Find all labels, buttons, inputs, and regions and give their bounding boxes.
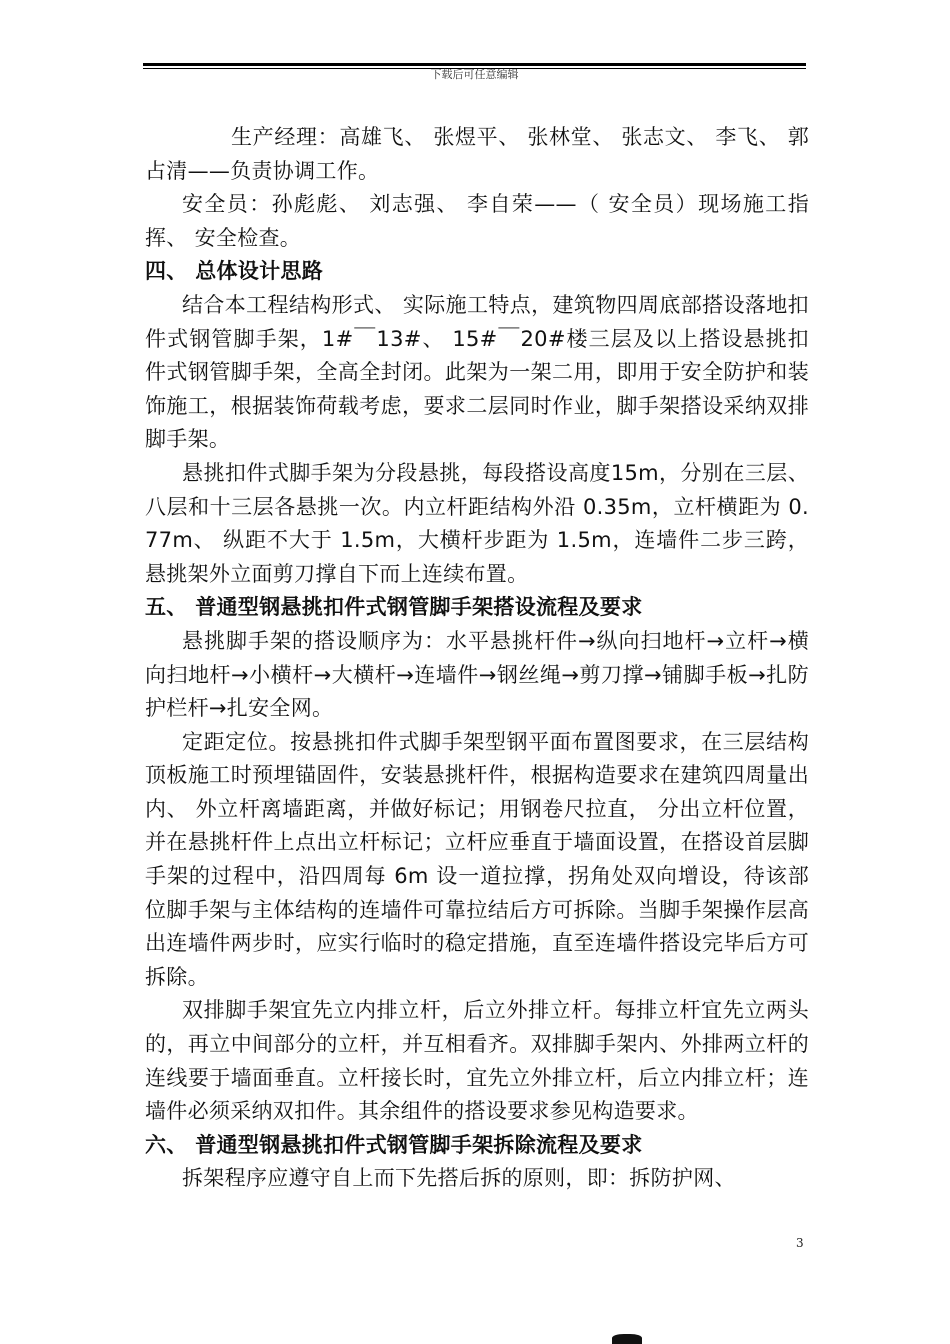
paragraph-erection-sequence: 悬挑脚手架的搭设顺序为：水平悬挑杆件→纵向扫地杆→立杆→横向扫地杆→小横杆→大横杆→连墙件→钢丝绳→剪刀撑→铺脚手板→扎防护栏杆→扎安全网。 [145, 628, 810, 721]
section-heading-4: 四、 总体设计思路 [145, 259, 324, 284]
paragraph-positioning: 定距定位。按悬挑扣件式脚手架型钢平面布置图要求，在三层结构顶板施工时预埋锚固件，安装悬挑杆件，根据构造要求在建筑四周量出内、 外立杆离墙距离，并做好标记；用钢卷尺拉直， 分出立杆位置，并在悬挑杆件上点出立杆标记；立杆应垂直于墙面设置，在搭设首层脚手架的过程中，沿四周每 6m 设一道拉撑，拐角处双向增设，待该部位脚手架与主体结构的连墙件可靠拉结后方可拆除。当脚手架操作层高出连墙件两步时，应实行临时的稳定措施，直至连墙件搭设完毕后方可拆除。 [145, 729, 809, 989]
paragraph-double-row: 双排脚手架宜先立内排立杆，后立外排立杆。每排立杆宜先立两头的，再立中间部分的立杆，并互相看齐。双排脚手架内、外排两立杆的连线要于墙面垂直。立杆接长时，宜先立外排立杆，后立内排立杆；连墙件必须采纳双扣件。其余组件的搭设要求参见构造要求。 [145, 998, 809, 1124]
cropped-mark [612, 1334, 642, 1344]
header-note: 下载后可任意编辑 [430, 68, 519, 81]
section-heading-5: 五、 普通型钢悬挑扣件式钢管脚手架搭设流程及要求 [145, 595, 643, 620]
paragraph-dismantling: 拆架程序应遵守自上而下先搭后拆的原则，即：拆防护网、 [182, 1166, 736, 1191]
paragraph-design-overview: 结合本工程结构形式、 实际施工特点，建筑物四周底部搭设落地扣件式钢管脚手架，1#￣13#、 15#￣20#楼三层及以上搭设悬挑扣件式钢管脚手架，全高全封闭。此架为一架二用，即用于安全防护和装饰施工，根据装饰荷载考虑，要求二层同时作业，脚手架搭设采纳双排脚手架。 [145, 292, 809, 452]
paragraph-safety-officer: 安全员：孙彪彪、 刘志强、 李自荣——（ 安全员）现场施工指挥、 安全检查。 [145, 192, 809, 250]
paragraph-production-manager: 生产经理：高雄飞、 张煜平、 张林堂、 张志文、 李飞、 郭占清——负责协调工作。 [145, 125, 809, 183]
document-body [145, 121, 809, 1196]
paragraph-cantilever-segments: 悬挑扣件式脚手架为分段悬挑，每段搭设高度15m，分别在三层、 八层和十三层各悬挑一次。内立杆距结构外沿 0.35m，立杆横距为 0.77m、 纵距不大于 1.5m，大横杆步距为 1.5m，连墙件二步三跨，悬挑架外立面剪刀撑自下而上连续布置。 [145, 460, 809, 586]
header-rule [143, 63, 806, 66]
section-heading-6: 六、 普通型钢悬挑扣件式钢管脚手架拆除流程及要求 [145, 1132, 643, 1157]
page-number: 3 [796, 1236, 804, 1250]
